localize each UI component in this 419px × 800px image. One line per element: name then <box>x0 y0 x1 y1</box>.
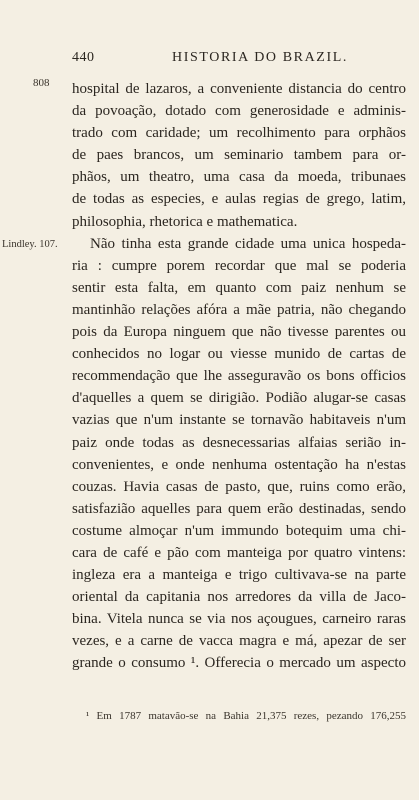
footnote-text: ¹ Em 1787 matavão-se na Bahia 21,375 rezes, pezando 176,255 <box>86 710 406 722</box>
text-line: trado com caridade; um recolhimento para orphãos <box>72 125 406 142</box>
text-line: phãos, um theatro, uma casa da moeda, tribunaes <box>72 169 406 186</box>
text-line: conhecidos no logar ou viesse munido de cartas de <box>72 346 406 363</box>
text-line: mantinhão relações afóra a mãe patria, não chegando <box>72 301 406 318</box>
text-line: oriental da capitania nos arredores da villa de Jaco- <box>72 589 406 606</box>
text-line: costume almoçar n'um immundo botequim uma chi- <box>72 522 406 539</box>
text-line: philosophia, rhetorica e mathematica. <box>72 213 298 230</box>
text-line: convenientes, e onde nenhuma ostentação ha n'estas <box>72 456 406 473</box>
footnote <box>72 710 406 722</box>
text-line: vazias que n'um instante se tornavão habitaveis n'um <box>72 412 406 429</box>
text-line: ria : cumpre porem recordar que mal se poderia <box>72 257 406 274</box>
margin-note-reference: Lindley. 107. <box>2 239 58 250</box>
text-line: de todas as especies, e aulas regias de grego, latim, <box>72 191 406 208</box>
text-line: recommendação que lhe asseguravão os bons officios <box>72 368 406 385</box>
text-line: couzas. Havia casas de pasto, que, ruins como erão, <box>72 478 406 495</box>
text-line: da povoação, dotado com generosidade e adminis- <box>72 103 406 120</box>
text-line: grande o consumo ¹. Offerecia o mercado um aspecto <box>72 655 406 672</box>
margin-note-year: 808 <box>33 77 50 89</box>
text-line: de paes brancos, um seminario tambem para or- <box>72 147 406 164</box>
text-line: pois da Europa ninguem que não tivesse parentes ou <box>72 324 406 341</box>
text-line: satisfazião aquelles para quem erão destinadas, sendo <box>72 500 406 517</box>
page-header <box>72 50 402 68</box>
text-line: cara de café e pão com manteiga por quatro vintens: <box>72 544 406 561</box>
text-line: bina. Vitela nunca se via nos açougues, carneiro raras <box>72 611 406 628</box>
paragraph-start-line: Não tinha esta grande cidade uma unica hospeda- <box>90 235 406 252</box>
text-line: d'aquelles a quem se dirigião. Podião alugar-se casas <box>72 390 406 407</box>
text-line: hospital de lazaros, a conveniente distancia do centro <box>72 81 406 97</box>
body-text <box>72 78 406 675</box>
text-line: ingleza era a manteiga e trigo cultivava-se na parte <box>72 567 406 584</box>
running-title: HISTORIA DO BRAZIL. <box>172 50 348 65</box>
text-line: vezes, e a carne de vacca magra e má, apezar de ser <box>72 633 406 650</box>
text-line: sentir esta falta, em quanto com paiz nenhum se <box>72 279 406 296</box>
text-line: paiz onde todas as desnecessarias alfaias serião in- <box>72 434 406 451</box>
page-number: 440 <box>72 50 95 65</box>
